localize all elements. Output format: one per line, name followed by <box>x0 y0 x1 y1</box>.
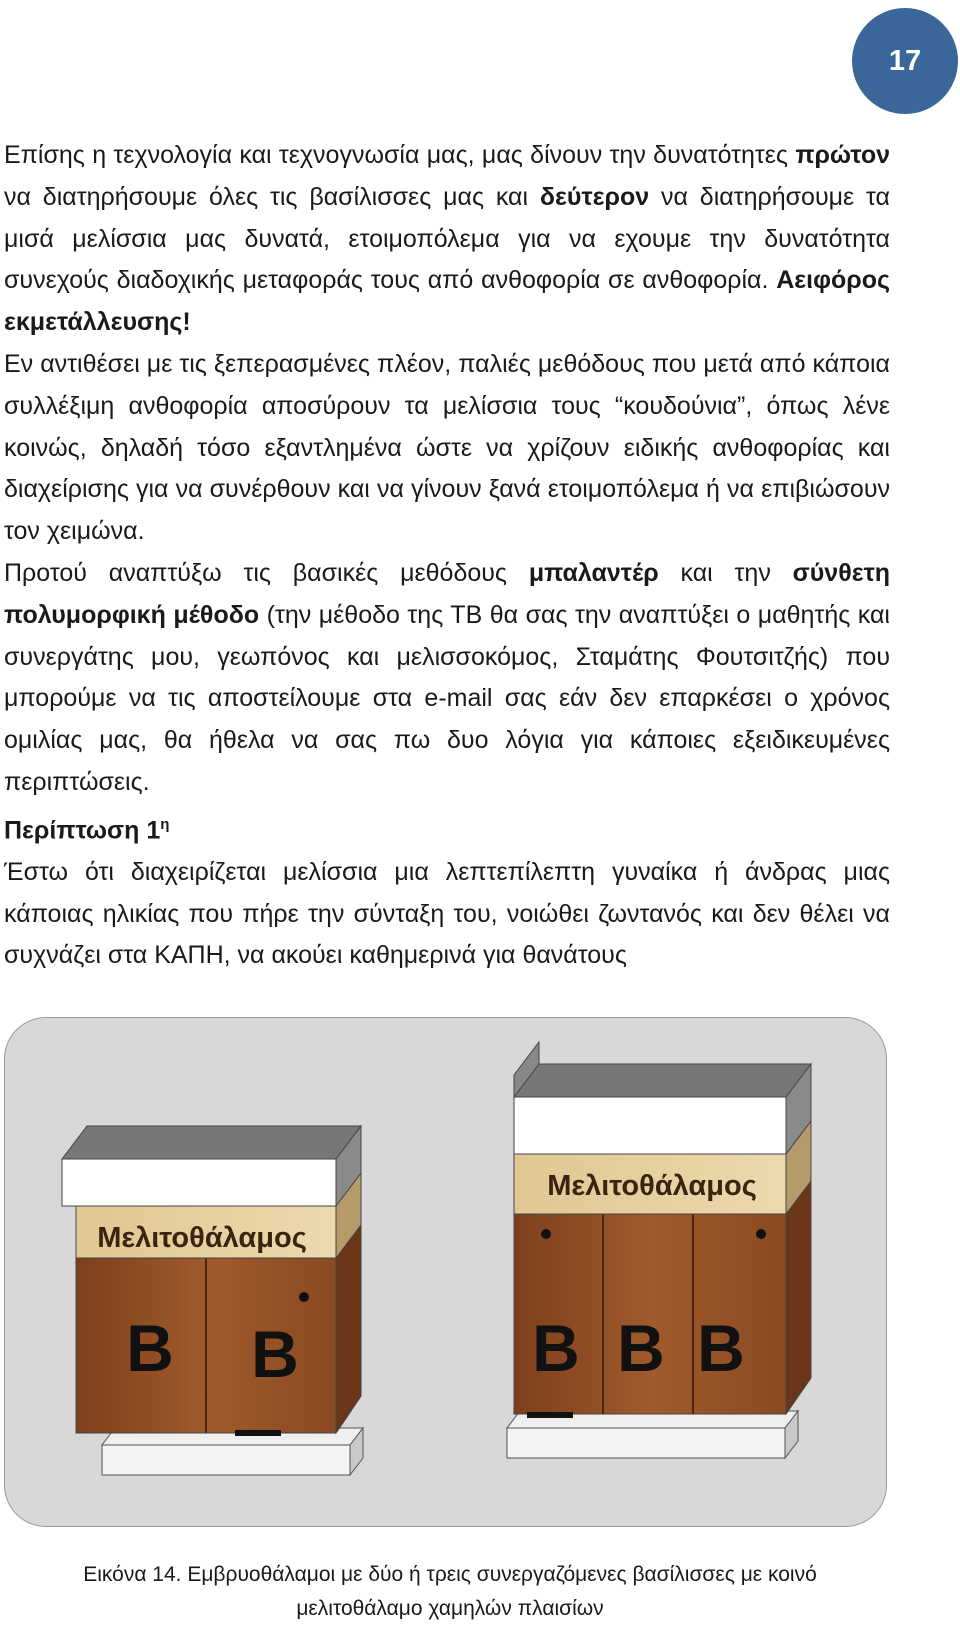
body-text <box>4 135 890 977</box>
label-super-left: Μελιτοθάλαμος <box>97 1222 307 1254</box>
label-b-right-3: B <box>697 1311 745 1385</box>
bold-sustainable: Αειφόρος εκμετάλλευσης! <box>4 266 890 337</box>
paragraph-4: Έστω ότι διαχειρίζεται μελίσσια μια λεπτεπίλεπτη γυναίκα ή άνδρας μιας κάποιας ηλικίας που πήρε την σύνταξη του, νοιώθει ζωντανός και δεν θέλει να συχνάζει στα ΚΑΠΗ, να ακούει καθημερινά για θανάτους <box>4 857 890 970</box>
paragraph-3: Προτού αναπτύξω τις βασικές μεθόδους μπαλαντέρ και την σύνθετη πολυμορφική μέθοδο (την μέθοδο της ΤΒ θα σας την αναπτύξει ο μαθητής και συνεργάτης μου, γεωπόνος και μελισσοκόμος, Σταμάτης Φουτσιτζής) που μπορούμε να τις αποστείλουμε στα e-mail σας εάν δεν επαρκέσει ο χρόνος ομιλίας μας, θα ήθελα να σας πω δυο λόγια για κάποιες εξειδικευμένες περιπτώσεις. <box>4 558 891 796</box>
hive-illustration <box>5 1018 887 1527</box>
page-number-badge: 17 <box>852 8 958 114</box>
caption-line-1: Εικόνα 14. Εμβρυοθάλαμοι με δύο ή τρεις συνεργαζόμενες βασίλισσες με κοινό <box>83 1563 817 1586</box>
label-b-right-2: B <box>617 1311 665 1385</box>
label-b-left-1: B <box>126 1311 174 1385</box>
label-b-right-1: B <box>532 1311 580 1385</box>
case-heading: Περίπτωση $1^\eta$ <box>4 815 170 845</box>
label-b-left-2: B <box>251 1317 299 1391</box>
hive-left <box>62 1126 363 1475</box>
label-super-right: Μελιτοθάλαμος <box>547 1170 757 1202</box>
bold-second: δεύτερον <box>539 182 650 211</box>
paragraph-1: Επίσης η τεχνολογία και τεχνογνωσία μας, μας δίνουν την δυνατότητες πρώτον να διατηρήσουμε όλες τις βασίλισσες μας και δεύτερον να διατηρήσουμε τα μισά μελίσσια μας δυνατά, ετοιμοπόλεμα για να εχουμε την δυνατότητα συνεχούς διαδοχικής μεταφοράς τους από ανθοφορία σε ανθοφορία. Αειφόρος εκμετάλλευσης! <box>4 141 890 337</box>
bold-first: πρώτον <box>795 141 890 169</box>
bold-method: σύνθετη πολυμορφική μέθοδο <box>4 558 891 629</box>
paragraph-2: Εν αντιθέσει με τις ξεπερασμένες πλέον, παλιές μεθόδους που μετά από κάποια συλλέξιμη ανθοφορία αποσύρουν τα μελίσσια τους “κουδούνια”, όπως λένε κοινώς, δηλαδή τόσο εξαντλημένα ώστε να χρίζουν ειδικής ανθοφορίας και διαχείρισης για να συνέρθουν και να γίνουν ξανά ετοιμοπόλεμα ή να επιβιώσουν τον χειμώνα. <box>4 349 890 546</box>
bold-balanter: μπαλαντέρ <box>528 558 659 587</box>
hive-right <box>507 1042 811 1458</box>
figure-caption <box>0 1558 900 1626</box>
caption-line-2: μελιτοθάλαμο χαμηλών πλαισίων <box>296 1597 604 1620</box>
figure-hives <box>4 1017 887 1527</box>
